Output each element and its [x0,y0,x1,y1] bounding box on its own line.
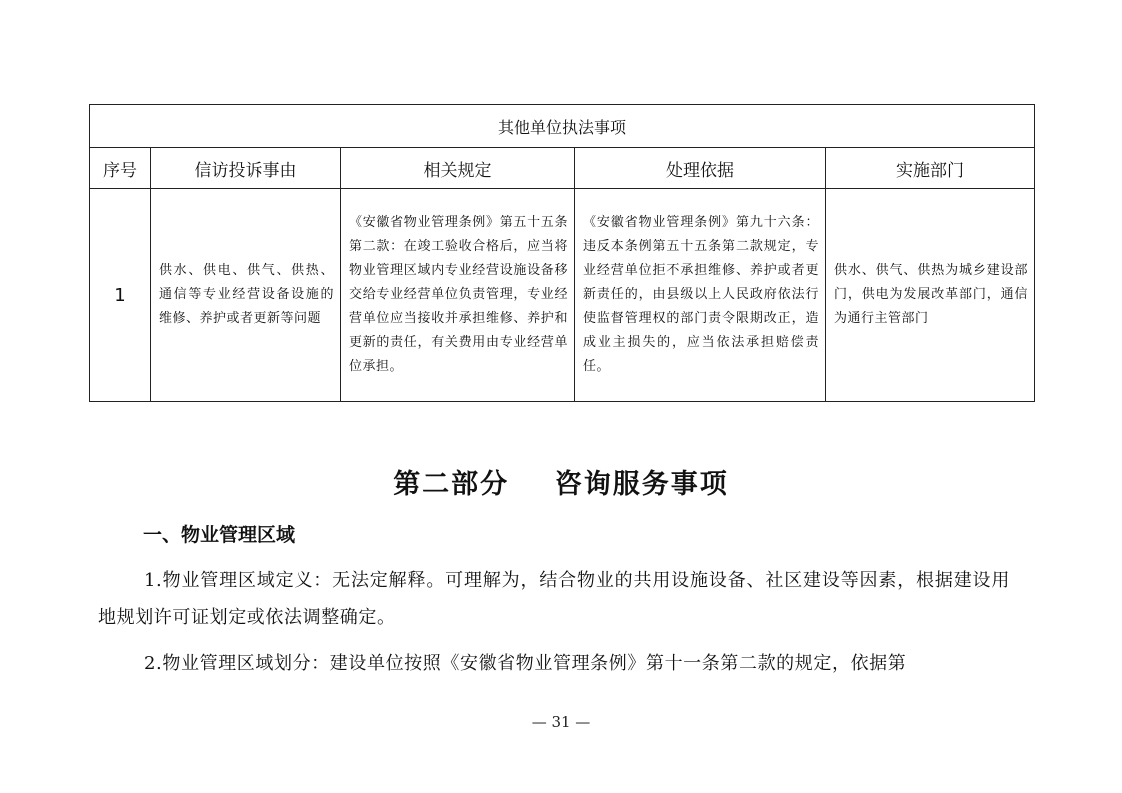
cell-matter: 供水、供电、供气、供热、通信等专业经营设备设施的维修、养护或者更新等问题 [151,189,341,402]
cell-department: 供水、供气、供热为城乡建设部门，供电为发展改革部门，通信为通行主管部门 [826,189,1035,402]
table-caption: 其他单位执法事项 [90,105,1035,148]
page-number: — 31 — [531,713,591,731]
header-matter: 信访投诉事由 [151,148,341,189]
header-regulation: 相关规定 [341,148,575,189]
paragraph-2: 2.物业管理区域划分：建设单位按照《安徽省物业管理条例》第十一条第二款的规定，依据第 [144,653,907,674]
header-basis: 处理依据 [575,148,826,189]
header-no: 序号 [90,148,151,189]
cell-no: 1 [90,189,151,402]
cell-basis: 《安徽省物业管理条例》第九十六条：违反本条例第五十五条第二款规定，专业经营单位拒不承担维修、养护或者更新责任的，由县级以上人民政府依法行使监督管理权的部门责令限期改正，造成业主损失的，应当依法承担赔偿责任。 [575,189,826,402]
enforcement-table [89,104,1035,402]
paragraph-1: 1.物业管理区域定义：无法定解释。可理解为，结合物业的共用设施设备、社区建设等因素，根据建设用地规划许可证划定或依法调整确定。 [98,570,1010,628]
header-department: 实施部门 [826,148,1035,189]
cell-regulation: 《安徽省物业管理条例》第五十五条第二款：在竣工验收合格后，应当将物业管理区域内专业经营设施设备移交给专业经营单位负责管理，专业经营单位应当接收并承担维修、养护和更新的责任，有关费用由专业经营单位承担。 [341,189,575,402]
table-row [90,189,1035,402]
subsection-heading: 一、物业管理区域 [143,524,296,546]
section-title: 第二部分 咨询服务事项 [393,469,729,500]
